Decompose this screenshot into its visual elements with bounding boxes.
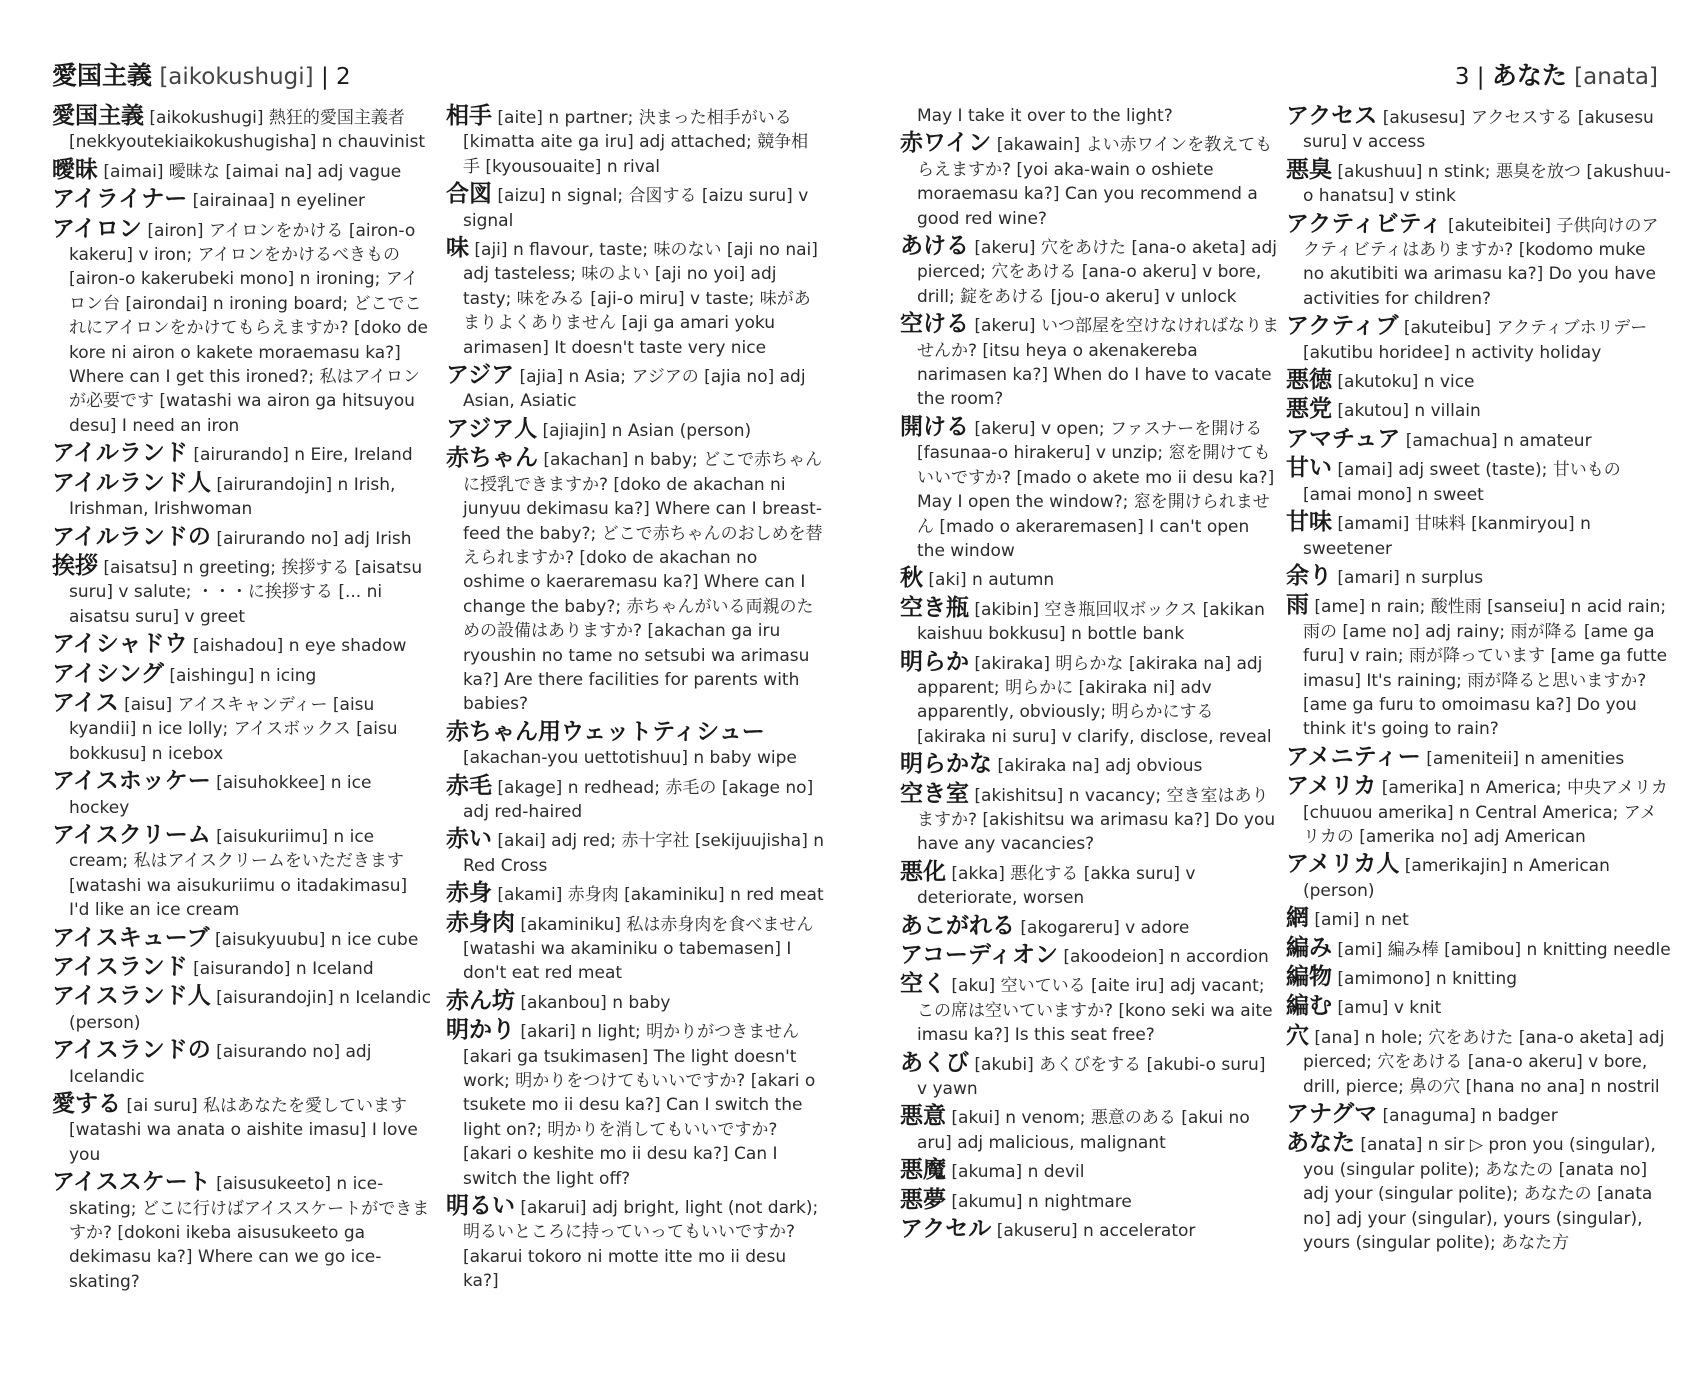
entry-definition: [akoodeion] n accordion xyxy=(1063,947,1269,967)
dictionary-entry xyxy=(446,717,824,771)
entry-headword: 悪意 xyxy=(900,1102,946,1130)
entry-headword: アイススケート xyxy=(52,1168,211,1196)
entry-definition: [ajiajin] n Asian (person) xyxy=(542,420,752,441)
dictionary-entry xyxy=(1286,774,1672,849)
dictionary-entry xyxy=(1286,314,1672,365)
dictionary-entry xyxy=(1286,933,1672,962)
entry-headword: アナグマ xyxy=(1286,1100,1378,1128)
dictionary-column-3 xyxy=(900,104,1280,1246)
entry-definition: [akusesu] アクセスする [akusesu suru] v access xyxy=(1303,108,1654,153)
entry-definition: [akubi] あくびをする [akubi-o suru] v yawn xyxy=(917,1054,1266,1100)
entry-headword: アジア人 xyxy=(446,414,538,442)
dictionary-entry xyxy=(446,182,824,233)
entry-definition: [amachua] n amateur xyxy=(1405,430,1592,451)
entry-headword: 空く xyxy=(900,970,946,998)
entry-headword: アコーディオン xyxy=(900,941,1059,968)
entry-headword: 空き瓶 xyxy=(900,593,969,621)
entry-headword: あなた xyxy=(1286,1129,1355,1157)
dictionary-entry xyxy=(52,1170,432,1294)
entry-definition: [akiraka na] adj obvious xyxy=(997,756,1203,777)
dictionary-entry xyxy=(1286,209,1672,312)
entry-definition: [akutou] n villain xyxy=(1337,401,1481,422)
entry-headword: アイスランド xyxy=(52,953,188,980)
entry-definition: [akai] adj red; 赤十字社 [sekijuujisha] n Red Cross xyxy=(463,831,825,876)
entry-headword: 赤い xyxy=(446,825,492,853)
entry-definition: [amerikajin] n American (person) xyxy=(1303,856,1610,901)
running-header-right xyxy=(1455,56,1658,92)
entry-headword: アクティビティ xyxy=(1286,209,1443,237)
dictionary-entry xyxy=(1286,104,1672,155)
entry-definition: [aisurando] n Iceland xyxy=(193,959,374,979)
dictionary-entry xyxy=(900,752,1280,778)
entry-headword: 相手 xyxy=(446,102,492,129)
entry-headword: 悪魔 xyxy=(900,1156,946,1184)
entry-headword: 開ける xyxy=(900,412,969,440)
entry-headword: アメニティー xyxy=(1286,742,1421,770)
entry-headword: 甘い xyxy=(1286,454,1332,482)
header-separator: | xyxy=(313,64,337,90)
entry-definition: [amu] v knit xyxy=(1337,998,1442,1019)
dictionary-entry xyxy=(900,1217,1280,1243)
dictionary-entry xyxy=(900,943,1280,969)
dictionary-entry xyxy=(52,104,432,155)
dictionary-entry xyxy=(52,820,432,923)
dictionary-entry xyxy=(52,187,432,213)
entry-definition: [akeru] v open; ファスナーを開ける [fasunaa-o hirakeru] v unzip; 窓を開けてもいいですか? [mado o akete mo ii desu ka?] May I open the window?; 窓を開けられません [mado o akeraremasen] I can't open the window xyxy=(917,418,1275,561)
entry-definition: [akushuu] n stink; 悪臭を放つ [akushuu-o hanatsu] v stink xyxy=(1303,161,1671,207)
entry-headword: 空ける xyxy=(900,310,969,338)
dictionary-entry xyxy=(446,771,824,825)
entry-headword: アイス xyxy=(52,688,119,716)
dictionary-column-4 xyxy=(1286,104,1672,1258)
entry-headword: アマチュア xyxy=(1286,424,1401,452)
dictionary-entry xyxy=(900,911,1280,940)
entry-headword: 曖昧 xyxy=(52,155,98,183)
dictionary-entry xyxy=(52,1092,432,1167)
entry-headword: 赤ちゃん用ウェットティシュー xyxy=(446,717,765,745)
dictionary-entry xyxy=(446,986,824,1015)
entry-definition: [akuma] n devil xyxy=(951,1162,1085,1183)
entry-headword: アイスクリーム xyxy=(52,820,211,848)
entry-definition: [akachan-you uettotishuu] n baby wipe xyxy=(463,748,797,769)
entry-definition: [akishitsu] n vacancy; 空き室はありますか? [akishitsu wa arimasu ka?] Do you have any vacancies? xyxy=(917,785,1276,855)
dictionary-entry xyxy=(1286,593,1672,741)
entry-definition: [aku] 空いている [aite iru] adj vacant; この席は空いていますか? [kono seki wa aite imasu ka?] Is this seat free? xyxy=(917,976,1273,1046)
entry-definition: [akuteibu] アクティブホリデー [akutibu horidee] n activity holiday xyxy=(1303,318,1648,363)
entry-headword: アイロン xyxy=(52,214,142,242)
entry-headword: あくび xyxy=(900,1048,969,1076)
entry-definition: [akage] n redhead; 赤毛の [akage no] adj red-haired xyxy=(463,777,814,822)
dictionary-entry xyxy=(52,955,432,981)
dictionary-column-2 xyxy=(446,104,824,1297)
header-headword: あなた xyxy=(1491,61,1567,90)
dictionary-entry xyxy=(1286,155,1672,209)
entry-definition: [ana] n hole; 穴をあけた [ana-o aketa] adj pierced; 穴をあける [ana-o akeru] v bore, drill, pierce; 鼻の穴 [hana no ana] n nostril xyxy=(1303,1027,1665,1097)
entry-definition: [akari] n light; 明かりがつきません [akari ga tsukimasen] The light doesn't work; 明かりをつけてもいいですか? [akari o tsukete mo ii desu ka?] Can I switch the light on?; 明かりを消してもいいですか? [akari o keshite mo ii desu ka?] Can I switch the light off? xyxy=(463,1022,816,1189)
header-headword: 愛国主義 xyxy=(52,61,153,90)
entry-definition: [aisurando no] adj Icelandic xyxy=(69,1042,372,1087)
page-number: 3 xyxy=(1454,64,1470,90)
entry-headword: 赤身 xyxy=(446,879,492,907)
dictionary-entry xyxy=(1286,852,1672,903)
entry-definition: [akeru] いつ部屋を空けなければなりませんか? [itsu heya o akenakereba narimasen ka?] When do I have to vacate the room? xyxy=(917,316,1279,410)
entry-definition: [aisusukeeto] n ice-skating; どこに行けばアイススケートができますか? [dokoni ikeba aisusukeeto ga dekimasu ka?] Where can we go ice-skating? xyxy=(69,1174,430,1292)
entry-definition: [aisukyuubu] n ice cube xyxy=(214,929,419,950)
entry-headword: 赤身肉 xyxy=(446,908,515,936)
dictionary-entry xyxy=(1286,1131,1672,1255)
entry-headword: アイルランド人 xyxy=(52,468,211,496)
dictionary-entry xyxy=(446,236,824,360)
entry-headword: 悪夢 xyxy=(900,1185,946,1213)
dictionary-column-1 xyxy=(52,104,432,1297)
dictionary-entry xyxy=(900,104,1280,128)
dictionary-entry xyxy=(900,1158,1280,1184)
dictionary-entry xyxy=(1286,742,1672,771)
dictionary-entry xyxy=(1286,561,1672,590)
entry-definition: [aikokushugi] 熱狂的愛国主義者 [nekkyoutekiaikokushugisha] n chauvinist xyxy=(69,108,426,153)
entry-headword: 雨 xyxy=(1286,591,1309,619)
entry-definition: [aisukuriimu] n ice cream; 私はアイスクリームをいただきます [watashi wa aisukuriimu o itadakimasu] I'd like an ice cream xyxy=(69,826,408,921)
dictionary-entry xyxy=(52,632,432,658)
dictionary-entry xyxy=(52,769,432,820)
entry-definition: [aisurandojin] n Icelandic (person) xyxy=(69,988,431,1033)
entry-headword: アイシング xyxy=(52,659,164,687)
entry-headword: 赤毛 xyxy=(446,771,492,799)
entry-definition: [amami] 甘味料 [kanmiryou] n sweetener xyxy=(1303,514,1591,559)
entry-headword: 悪党 xyxy=(1286,395,1332,423)
dictionary-entry xyxy=(900,647,1280,750)
entry-definition: [aimai] 曖昧な [aimai na] adj vague xyxy=(103,161,402,182)
entry-definition: [aishingu] n icing xyxy=(169,665,317,686)
entry-headword: 余り xyxy=(1286,561,1332,589)
dictionary-entry xyxy=(900,131,1280,231)
entry-definition: [akuteibitei] 子供向けのアクティビティはありますか? [kodomo muke no akutibiti wa arimasu ka?] Do you have activities for children? xyxy=(1303,215,1659,309)
entry-headword: アクセル xyxy=(900,1215,992,1243)
entry-headword: 秋 xyxy=(900,564,923,592)
entry-headword: 甘味 xyxy=(1286,508,1332,536)
entry-definition: [airurandojin] n Irish, Irishman, Irishwoman xyxy=(69,474,396,520)
entry-definition: [airurando] n Eire, Ireland xyxy=(193,445,413,466)
entry-definition: [aisatsu] n greeting; 挨拶する [aisatsu suru] v salute; ・・・に挨拶する [... ni aisatsu suru] v greet xyxy=(69,557,423,627)
dictionary-entry xyxy=(446,363,824,414)
dictionary-entry xyxy=(900,312,1280,412)
entry-definition: [akka] 悪化する [akka suru] v deteriorate, worsen xyxy=(917,863,1196,909)
entry-headword: あける xyxy=(900,232,969,260)
dictionary-entry xyxy=(900,234,1280,309)
entry-headword: 明らか xyxy=(900,647,969,675)
entry-definition: [aki] n autumn xyxy=(928,570,1055,591)
entry-headword: アメリカ xyxy=(1286,772,1377,800)
entry-headword: アクティブ xyxy=(1286,312,1399,340)
dictionary-entry xyxy=(52,1038,432,1089)
dictionary-entry xyxy=(446,446,824,716)
entry-definition: [akachan] n baby; どこで赤ちゃんに授乳できますか? [doko de akachan ni junyuu dekimasu ka?] Where can I breast-feed the baby?; どこで赤ちゃんのおしめを替えられますか? [doko de akachan no oshime o kaeraremasu ka?] Where can I change the baby?; 赤ちゃんがいる両親のための設備はありますか? [akachan ga iru ryoushin no tame no setsubi wa arimasu ka?] Are there facilities for parents with babies? xyxy=(463,450,823,715)
dictionary-entry xyxy=(52,551,432,629)
dictionary-entry xyxy=(900,779,1280,857)
dictionary-entry xyxy=(446,1018,824,1191)
entry-headword: 赤ちゃん xyxy=(446,444,538,472)
dictionary-entry xyxy=(1286,1021,1672,1099)
entry-headword: 明らかな xyxy=(900,750,992,778)
entry-headword: 合図 xyxy=(446,180,492,208)
entry-definition: [airainaa] n eyeliner xyxy=(192,191,366,212)
dictionary-entry xyxy=(1286,510,1672,561)
entry-headword: アイスランド人 xyxy=(52,982,211,1010)
dictionary-entry xyxy=(52,441,432,467)
entry-definition: [akuseru] n accelerator xyxy=(996,1221,1196,1242)
entry-definition: [aisu] アイスキャンディー [aisu kyandii] n ice lolly; アイスボックス [aisu bokkusu] n icebox xyxy=(69,694,398,764)
entry-definition: [aite] n partner; 決まった相手がいる [kimatta aite ga iru] adj attached; 競争相手 [kyousouaite] n rival xyxy=(463,108,809,177)
dictionary-entry xyxy=(900,593,1280,647)
entry-definition: [akibin] 空き瓶回収ボックス [akikan kaishuu bokkusu] n bottle bank xyxy=(917,599,1265,645)
entry-headword: アイルランドの xyxy=(52,522,211,550)
entry-definition: [akami] 赤身肉 [akaminiku] n red meat xyxy=(497,885,824,906)
entry-headword: アジア xyxy=(446,361,515,389)
entry-headword: アクセス xyxy=(1286,102,1378,129)
entry-headword: 編み xyxy=(1286,933,1332,961)
entry-definition: [ai suru] 私はあなたを愛しています [watashi wa anata o aishite imasu] I love you xyxy=(69,1096,418,1165)
page-number: 2 xyxy=(336,64,351,90)
header-separator: | xyxy=(1469,64,1492,90)
dictionary-entry xyxy=(900,1185,1280,1214)
dictionary-entry xyxy=(52,923,432,952)
dictionary-entry xyxy=(1286,456,1672,507)
dictionary-entry xyxy=(52,522,432,551)
entry-definition: [airon] アイロンをかける [airon-o kakeru] v iron; アイロンをかけるべきもの [airon-o kakerubeki mono] n ironing; アイロン台 [airondai] n ironing board; どこでこれにアイロンをかけてもらえますか? [doko de kore ni airon o kakete moraemasu ka?] Where can I get this ironed?; 私はアイロンが必要です [watashi wa airon ga hitsuyou desu] I need an iron xyxy=(69,220,429,436)
entry-headword: アメリカ人 xyxy=(1286,850,1400,878)
entry-headword: 挨拶 xyxy=(52,551,98,579)
dictionary-entry xyxy=(52,214,432,439)
dictionary-entry xyxy=(52,468,432,522)
entry-definition: [amimono] n knitting xyxy=(1337,969,1518,989)
entry-headword: アイライナー xyxy=(52,185,188,213)
dictionary-entry xyxy=(1286,397,1672,423)
dictionary-entry xyxy=(52,659,432,688)
entry-headword: アイスキューブ xyxy=(52,923,210,951)
entry-definition: May I take it over to the light? xyxy=(917,106,1173,126)
entry-headword: アイルランド xyxy=(52,439,188,467)
dictionary-entry xyxy=(446,827,824,878)
entry-headword: 味 xyxy=(446,234,469,262)
entry-definition: [akumu] n nightmare xyxy=(951,1191,1132,1212)
entry-headword: 悪徳 xyxy=(1286,366,1332,394)
entry-definition: [akogareru] v adore xyxy=(1020,917,1190,938)
entry-definition: [airurando no] adj Irish xyxy=(216,528,412,549)
dictionary-entry xyxy=(900,1048,1280,1102)
entry-headword: 赤ワイン xyxy=(900,129,992,157)
entry-headword: 愛する xyxy=(52,1090,121,1118)
entry-headword: あこがれる xyxy=(900,911,1015,939)
entry-headword: 編物 xyxy=(1286,963,1332,990)
entry-definition: [akanbou] n baby xyxy=(520,992,671,1013)
dictionary-entry xyxy=(1286,368,1672,394)
entry-definition: [ajia] n Asia; アジアの [ajia no] adj Asian, Asiatic xyxy=(463,367,806,412)
dictionary-entry xyxy=(446,1194,824,1294)
entry-definition: [aisuhokkee] n ice hockey xyxy=(69,773,372,818)
dictionary-entry xyxy=(900,857,1280,911)
dictionary-entry xyxy=(52,155,432,184)
dictionary-entry xyxy=(1286,965,1672,991)
entry-headword: 編む xyxy=(1286,992,1332,1020)
entry-headword: アイシャドウ xyxy=(52,630,188,658)
header-reading: [aikokushugi] xyxy=(159,64,314,90)
running-header-left xyxy=(52,56,351,92)
entry-headword: 空き室 xyxy=(900,779,969,807)
entry-definition: [aizu] n signal; 合図する [aizu suru] v signal xyxy=(463,186,809,231)
entry-definition: [amari] n surplus xyxy=(1337,567,1484,588)
entry-headword: 悪化 xyxy=(900,857,946,885)
entry-headword: 明るい xyxy=(446,1192,515,1220)
entry-definition: [akeru] 穴をあけた [ana-o aketa] adj pierced; 穴をあける [ana-o akeru] v bore, drill; 錠をあける [jou-o akeru] v unlock xyxy=(917,238,1278,307)
dictionary-entry xyxy=(446,104,824,179)
entry-definition: [aji] n flavour, taste; 味のない [aji no nai] adj tasteless; 味のよい [aji no yoi] adj tasty; 味をみる [aji-o miru] v taste; 味があまりよくありません [aji ga amari yoku arimasen] It doesn't taste very nice xyxy=(463,240,818,358)
entry-definition: [akiraka] 明らかな [akiraka na] adj apparent; 明らかに [akiraka ni] adv apparently, obviously; 明らかにする [akiraka ni suru] v clarify, disclose, reveal xyxy=(917,653,1272,747)
dictionary-entry xyxy=(1286,906,1672,932)
entry-headword: 穴 xyxy=(1286,1021,1309,1049)
entry-definition: [akaminiku] 私は赤身肉を食べません [watashi wa akaminiku o tabemasen] I don't eat red meat xyxy=(463,914,814,984)
dictionary-entry xyxy=(446,881,824,907)
entry-headword: 愛国主義 xyxy=(52,102,144,129)
entry-definition: [akui] n venom; 悪意のある [akui no aru] adj malicious, malignant xyxy=(917,1108,1250,1153)
entry-definition: [aishadou] n eye shadow xyxy=(192,636,407,657)
entry-definition: [akawain] よい赤ワインを教えてもらえますか? [yoi aka-wain o oshiete moraemasu ka?] Can you recommend a good red wine? xyxy=(917,135,1273,229)
entry-definition: [amerika] n America; 中央アメリカ [chuuou amerika] n Central America; アメリカの [amerika no] adj American xyxy=(1303,778,1668,847)
dictionary-entry xyxy=(900,566,1280,592)
entry-headword: アイスホッケー xyxy=(52,767,211,795)
entry-headword: 赤ん坊 xyxy=(446,986,515,1014)
entry-definition: [ami] n net xyxy=(1314,910,1409,931)
dictionary-entry xyxy=(1286,994,1672,1020)
entry-headword: アイスランドの xyxy=(52,1036,211,1064)
entry-definition: [akutoku] n vice xyxy=(1337,372,1475,393)
entry-definition: [ami] 編み棒 [amibou] n knitting needle xyxy=(1337,939,1671,960)
header-reading: [anata] xyxy=(1574,64,1658,90)
dictionary-entry xyxy=(446,414,824,443)
dictionary-entry xyxy=(446,908,824,986)
entry-definition: [ame] n rain; 酸性雨 [sanseiu] n acid rain; 雨の [ame no] adj rainy; 雨が降る [ame ga furu] v rain; 雨が降っています [ame ga futte imasu] It's raining; 雨が降ると思いますか? [ame ga furu to omoimasu ka?] Do you think it's going to rain? xyxy=(1303,597,1668,740)
entry-definition: [amai] adj sweet (taste); 甘いもの [amai mono] n sweet xyxy=(1303,460,1621,505)
entry-definition: [anaguma] n badger xyxy=(1382,1106,1558,1127)
dictionary-entry xyxy=(52,688,432,766)
dictionary-entry xyxy=(1286,1102,1672,1128)
entry-definition: [ameniteii] n amenities xyxy=(1426,748,1625,769)
entry-definition: [anata] n sir ▷ pron you (singular), you (singular polite); あなたの [anata no] adj your (singular polite); あなたの [anata no] adj your (singular), yours (singular), yours (singular polite); あなた方 xyxy=(1303,1135,1656,1254)
entry-headword: 網 xyxy=(1286,904,1309,932)
entry-headword: 悪臭 xyxy=(1286,155,1332,183)
dictionary-entry xyxy=(900,972,1280,1047)
dictionary-entry xyxy=(1286,424,1672,453)
dictionary-entry xyxy=(52,984,432,1035)
dictionary-entry xyxy=(900,412,1280,563)
entry-definition: [akarui] adj bright, light (not dark); 明るいところに持っていってもいいですか? [akarui tokoro ni motte itte mo ii desu ka?] xyxy=(463,1198,819,1292)
dictionary-entry xyxy=(900,1104,1280,1155)
entry-headword: 明かり xyxy=(446,1016,515,1044)
